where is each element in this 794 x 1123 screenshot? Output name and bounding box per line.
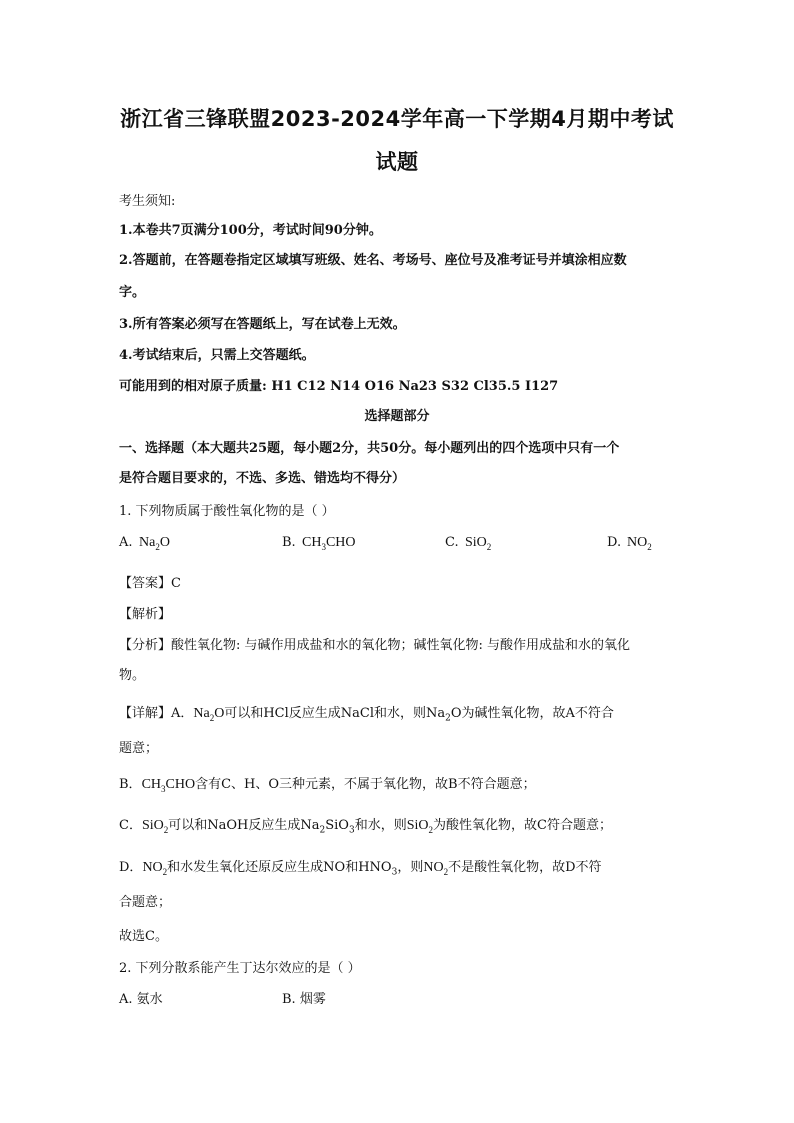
conclusion: 故选C。: [119, 929, 168, 944]
subscript: 2: [163, 824, 169, 835]
analysis-label: 【解析】: [119, 607, 172, 622]
option-formula: Na: [139, 535, 156, 550]
formula-tail: O: [214, 706, 225, 721]
notice-item-2: 2.答题前，在答题卷指定区域填写班级、姓名、考场号、座位号及准考证号并填涂相应数: [119, 253, 627, 268]
detail-b-prefix: B．: [119, 777, 142, 792]
option-formula: NO: [627, 535, 648, 550]
detail-d-text-end: 不是酸性氧化物，故D不符: [448, 860, 602, 875]
formula: CH: [141, 777, 162, 792]
detail-d-prefix: D．: [119, 860, 143, 875]
formula-tail: CHO: [165, 777, 196, 792]
detail-b-text: 含有C、H、O三种元素，不属于氧化物，故B不符合题意；: [195, 777, 536, 792]
question-2-stem: 2. 下列分散系能产生丁达尔效应的是（ ）: [119, 961, 361, 976]
question-1-option-a: [119, 535, 170, 552]
detail-c-prefix: C．: [119, 818, 142, 833]
option-subscript: 2: [486, 541, 492, 552]
detail-c-text-2: SiO: [325, 818, 349, 833]
detail-d-text: 和水发生氧化还原反应生成NO和HNO: [167, 860, 392, 875]
analysis-text-continued: 物。: [119, 668, 146, 683]
detail-a: [119, 702, 614, 724]
question-1-option-c: [445, 535, 491, 552]
notice-item-2-continued: 字。: [119, 285, 146, 300]
answer-line: 【答案】C: [119, 576, 181, 591]
option-formula: SiO: [465, 535, 487, 550]
notice-heading: 考生须知:: [119, 194, 176, 209]
question-1-option-b: [282, 535, 356, 552]
option-letter: D.: [607, 535, 622, 550]
formula: SiO: [406, 818, 429, 833]
option-formula-tail: CHO: [325, 535, 356, 550]
detail-c-text: 可以和NaOH反应生成Na: [168, 818, 320, 833]
option-formula-tail: O: [159, 535, 170, 550]
option-letter: C.: [445, 535, 459, 550]
detail-a-text: 可以和HCl反应生成NaCl和水，则Na: [224, 706, 446, 721]
detail-d-continued: 合题意；: [119, 895, 172, 910]
question-2-option-b: B. 烟雾: [282, 992, 326, 1007]
detail-c: [119, 814, 612, 836]
detail-c-text-3: 和水，则: [354, 818, 407, 833]
formula: NO: [423, 860, 444, 875]
detail-a-continued: 题意；: [119, 741, 159, 756]
subscript: 2: [428, 824, 434, 835]
question-1-stem: 1. 下列物质属于酸性氧化物的是（ ）: [119, 504, 335, 519]
detail-c-text-end: 为酸性氧化物，故C符合题意；: [433, 818, 612, 833]
page-title: 浙江省三锋联盟2023-2024学年高一下学期4月期中考试: [120, 107, 674, 131]
section-instruction: 一、选择题（本大题共25题，每小题2分，共50分。每小题列出的四个选项中只有一个: [119, 441, 620, 456]
subscript: 3: [348, 825, 355, 836]
option-letter: A.: [119, 535, 133, 550]
page-title-continued: 试题: [375, 150, 419, 174]
subscript: 2: [445, 713, 451, 724]
option-letter: B.: [282, 535, 296, 550]
subscript: 2: [443, 866, 449, 877]
subscript: 2: [319, 825, 326, 836]
detail-a-text-end: O为碱性氧化物，故A不符合: [450, 706, 614, 721]
question-1-option-d: [607, 535, 652, 552]
section-instruction-continued: 是符合题目要求的，不选、多选、错选均不得分）: [119, 471, 406, 486]
subscript: 3: [161, 783, 166, 794]
detail-a-prefix: 【详解】A．: [119, 706, 194, 721]
question-2-option-a: A. 氨水: [119, 992, 163, 1007]
atomic-mass-line: 可能用到的相对原子质量: H1 C12 N14 O16 Na23 S32 Cl35.5 I127: [119, 379, 559, 394]
analysis-text: 【分析】酸性氧化物: 与碱作用成盐和水的氧化物；碱性氧化物: 与酸作用成盐和水的氧化: [119, 638, 631, 653]
formula: SiO: [141, 818, 164, 833]
detail-d-text-2: ，则: [397, 860, 424, 875]
detail-d: [119, 856, 602, 878]
formula: Na: [193, 706, 210, 721]
section-heading: 选择题部分: [364, 409, 430, 424]
subscript: 2: [209, 712, 215, 723]
notice-item-4: 4.考试结束后，只需上交答题纸。: [119, 348, 315, 363]
subscript: 2: [162, 866, 168, 877]
option-subscript: 3: [321, 541, 326, 552]
option-subscript: 2: [155, 541, 160, 552]
notice-item-3: 3.所有答案必须写在答题纸上，写在试卷上无效。: [119, 317, 406, 332]
option-formula: CH: [302, 535, 322, 550]
detail-b: [119, 773, 536, 794]
option-subscript: 2: [647, 541, 652, 552]
formula: NO: [142, 860, 163, 875]
notice-item-1: 1.本卷共7页满分100分，考试时间90分钟。: [119, 223, 382, 238]
subscript: 3: [391, 867, 398, 878]
